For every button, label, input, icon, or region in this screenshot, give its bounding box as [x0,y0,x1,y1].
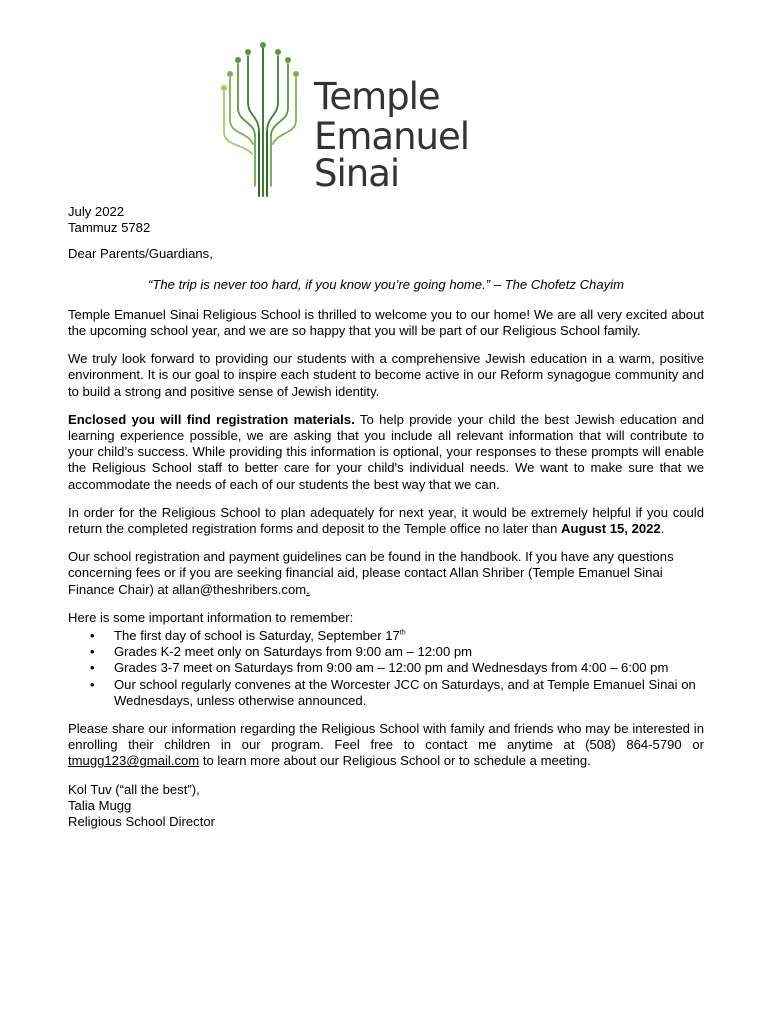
registration-bold-lead: Enclosed you will find registration materials. [68,411,355,427]
director-email-link[interactable]: tmugg123@gmail.com [68,753,200,769]
registration-body: To help provide your child the best Jewish education and learning experience possible, we are asking that you include all relevant information that will contribute to your child’s success. While providing this information is optional, your responses to these prompts will enable the Religious School staff to better care for your child's individual needs. We want to make sure that we accommodate the needs of each of our students the best way that we can. [68,411,704,492]
bullet-icon: • [90,660,95,676]
closing: Kol Tuv (“all the best”), [68,781,200,797]
paragraph-registration [68,412,704,493]
signer-title: Religious School Director [68,814,216,830]
deadline-body: In order for the Religious School to plan adequately for next year, it would be extremely helpful if you could return the completed registration forms and deposit to the Temple office no later than [68,504,704,537]
paragraph-welcome: Temple Emanuel Sinai Religious School is thrilled to welcome you to our home! We are all very excited about the upcoming school year, and we are so happy that you will be part of our Religious School family. [68,306,704,339]
logo-text-temple: Temple [314,75,440,118]
important-info-list [68,628,704,709]
paragraph-deadline [68,505,704,537]
deadline-period: . [660,521,665,537]
date-block [68,204,704,236]
guidelines-body: Our school registration and payment guidelines can be found in the handbook. If you have any questions concerning fees or if you are seeking financial aid, please contact Allan Shriber (Temple Emanuel Sinai Finance Chair) at allan@theshribers.com [68,549,674,597]
signer-name: Talia Mugg [68,797,132,813]
bullet-icon: • [90,644,95,660]
paragraph-contact [68,721,704,770]
signature-block [68,782,704,831]
list-item [90,644,704,660]
bullet-grades-k2: Grades K-2 meet only on Saturdays from 9:00 am – 12:00 pm [114,644,473,660]
list-item [90,676,704,709]
bullet-grades-3-7: Grades 3-7 meet on Saturdays from 9:00 am – 12:00 pm and Wednesdays from 4:00 – 6:00 pm [114,660,669,676]
bullet-first-day: The first day of school is Saturday, September 17 [114,628,400,644]
paragraph-guidelines [68,549,704,598]
deadline-date: August 15, 2022 [561,521,661,537]
salutation: Dear Parents/Guardians, [68,246,213,262]
list-item [90,628,704,644]
bullet-locations: Our school regularly convenes at the Worcester JCC on Saturdays, and at Temple Emanuel Sinai on Wednesdays, unless otherwise announced. [114,676,696,708]
list-item [90,660,704,676]
menorah-tree-icon [218,36,308,198]
hebrew-date: Tammuz 5782 [68,220,151,236]
bullet-first-day-suffix: th [399,629,406,637]
contact-body: Please share our information regarding the Religious School with family and friends who may be interested in enrolling their children in our program. Feel free to contact me anytime at (508) 864-5790 or [68,721,704,753]
temple-logo [218,36,558,198]
opening-quote: “The trip is never too hard, if you know you’re going home.” – The Chofetz Chayim [148,276,624,292]
guidelines-period: . [306,581,310,597]
contact-end: to learn more about our Religious School or to schedule a meeting. [199,753,591,769]
letter-body [68,204,704,842]
logo-text-emanuel-sinai: Emanuel Sinai [314,115,470,195]
paragraph-education: We truly look forward to providing our students with a comprehensive Jewish education in a warm, positive environment. It is our goal to inspire each student to become active in our Reform synagogue community and to build a strong and positive sense of Jewish identity. [68,351,704,399]
bullet-icon: • [90,628,95,644]
bullet-icon: • [90,676,95,692]
letter-date: July 2022 [68,204,125,219]
info-intro: Here is some important information to remember: [68,609,354,625]
